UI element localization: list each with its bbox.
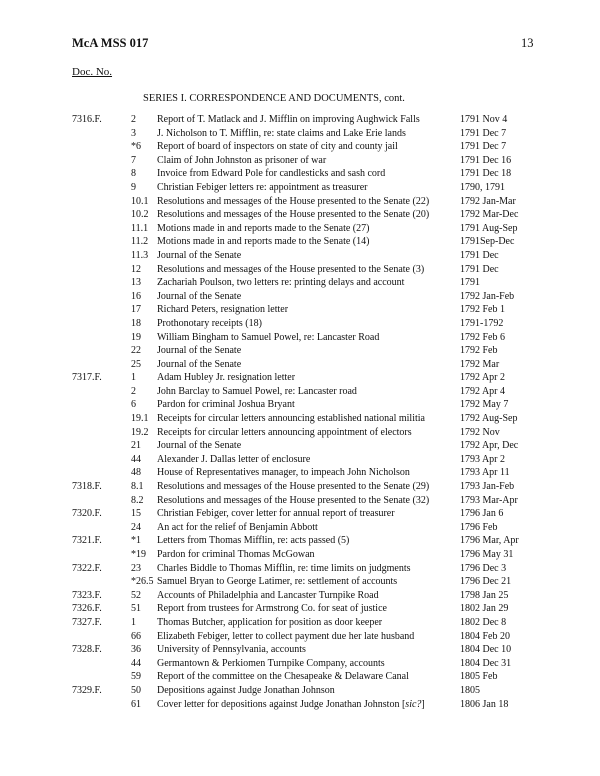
item-number: 66 xyxy=(131,630,141,642)
box-number: 7320.F. xyxy=(72,508,102,520)
list-item xyxy=(0,466,600,480)
item-date: 1792 Nov xyxy=(460,426,500,438)
item-number: 11.1 xyxy=(131,222,149,234)
item-date: 1806 Jan 18 xyxy=(460,698,509,710)
list-item xyxy=(0,616,600,630)
item-description: Resolutions and messages of the House presented to the Senate (20) xyxy=(157,209,430,221)
list-item xyxy=(0,127,600,141)
list-item xyxy=(0,290,600,304)
item-number: 3 xyxy=(131,127,136,139)
list-item xyxy=(0,521,600,535)
item-number: 8.2 xyxy=(131,494,144,506)
item-number: 11.2 xyxy=(131,236,149,248)
item-description: Claim of John Johnston as prisoner of war xyxy=(157,154,327,166)
item-number: 36 xyxy=(131,644,141,656)
item-description: Report of the committee on the Chesapeake & Delaware Canal xyxy=(157,671,409,683)
item-description: Prothonotary receipts (18) xyxy=(157,317,262,329)
item-description: Journal of the Senate xyxy=(157,345,242,357)
list-item xyxy=(0,208,600,222)
item-date: 1791 Dec xyxy=(460,263,499,275)
item-date: 1798 Jan 25 xyxy=(460,589,509,601)
box-number: 7318.F. xyxy=(72,481,102,493)
item-date: 1802 Dec 8 xyxy=(460,616,507,628)
list-item xyxy=(0,684,600,698)
item-number: 52 xyxy=(131,589,141,601)
item-number: 61 xyxy=(131,698,141,710)
item-description: Journal of the Senate xyxy=(157,249,242,261)
list-item xyxy=(0,385,600,399)
item-description: Journal of the Senate xyxy=(157,290,242,302)
list-item xyxy=(0,167,600,181)
item-date: 1792 Aug-Sep xyxy=(460,413,518,425)
item-number: 13 xyxy=(131,277,141,289)
item-description: Pardon for criminal Joshua Bryant xyxy=(157,399,295,411)
item-description: Report of board of inspectors on state of city and county jail xyxy=(157,141,398,153)
list-item xyxy=(0,398,600,412)
box-number: 7322.F. xyxy=(72,562,102,574)
item-description: Letters from Thomas Mifflin, re: acts passed (5) xyxy=(157,535,350,547)
box-number: 7326.F. xyxy=(72,603,102,615)
item-date: 1792 Mar-Dec xyxy=(460,209,519,221)
item-number: 16 xyxy=(131,290,141,302)
list-item xyxy=(0,181,600,195)
box-number: 7323.F. xyxy=(72,589,102,601)
list-item xyxy=(0,235,600,249)
item-number: 2 xyxy=(131,385,136,397)
list-item xyxy=(0,412,600,426)
item-description: Accounts of Philadelphia and Lancaster Turnpike Road xyxy=(157,589,379,601)
item-date: 1790, 1791 xyxy=(460,181,505,193)
item-number: 44 xyxy=(131,453,141,465)
list-item xyxy=(0,643,600,657)
item-number: 18 xyxy=(131,317,141,329)
item-description: William Bingham to Samuel Powel, re: Lancaster Road xyxy=(157,331,380,343)
item-number: 15 xyxy=(131,508,141,520)
list-item xyxy=(0,154,600,168)
list-item xyxy=(0,140,600,154)
item-description: Receipts for circular letters announcing appointment of electors xyxy=(157,426,412,438)
list-item xyxy=(0,195,600,209)
page-number: 13 xyxy=(521,36,534,50)
item-date: 1791 Dec 16 xyxy=(460,154,512,166)
list-item xyxy=(0,602,600,616)
item-date: 1792 Feb 1 xyxy=(460,304,505,316)
item-description: House of Representatives manager, to impeach John Nicholson xyxy=(157,467,410,479)
item-number: 8.1 xyxy=(131,481,144,493)
item-description: Journal of the Senate xyxy=(157,440,242,452)
item-date: 1796 Feb xyxy=(460,521,498,533)
list-item xyxy=(0,303,600,317)
list-item xyxy=(0,439,600,453)
item-number: *6 xyxy=(131,141,141,153)
item-date: 1804 Dec 10 xyxy=(460,644,512,656)
list-item xyxy=(0,575,600,589)
item-number: 10.1 xyxy=(131,195,149,207)
item-description: Resolutions and messages of the House presented to the Senate (22) xyxy=(157,195,430,207)
item-description: Resolutions and messages of the House presented to the Senate (32) xyxy=(157,494,430,506)
box-number: 7317.F. xyxy=(72,372,102,384)
item-number: 44 xyxy=(131,657,141,669)
item-date: 1796 May 31 xyxy=(460,549,514,560)
item-date: 1805 xyxy=(460,684,480,696)
item-number: 17 xyxy=(131,304,141,316)
item-number: 21 xyxy=(131,440,141,452)
box-number: 7316.F. xyxy=(72,114,102,125)
doc-no-label: Doc. No. xyxy=(72,66,113,78)
item-description: Zachariah Poulson, two letters re: printing delays and account xyxy=(157,277,405,289)
list-item xyxy=(0,371,600,385)
list-item xyxy=(0,249,600,263)
item-date: 1793 Mar-Apr xyxy=(460,494,518,506)
item-date: 1791 Dec 7 xyxy=(460,141,507,153)
item-number: 19.1 xyxy=(131,413,149,425)
item-description: University of Pennsylvania, accounts xyxy=(157,644,306,656)
item-date: 1793 Apr 11 xyxy=(460,467,510,479)
item-date: 1804 Feb 20 xyxy=(460,630,510,642)
item-description: Journal of the Senate xyxy=(157,358,242,370)
item-number: 23 xyxy=(131,562,141,574)
list-item xyxy=(0,344,600,358)
list-item xyxy=(0,263,600,277)
item-date: 1792 Apr 4 xyxy=(460,385,505,397)
item-description: Adam Hubley Jr. resignation letter xyxy=(157,372,296,384)
item-date: 1796 Dec 21 xyxy=(460,576,512,588)
item-number: 8 xyxy=(131,168,136,180)
item-description: Charles Biddle to Thomas Mifflin, re: time limits on judgments xyxy=(157,562,411,574)
list-item xyxy=(0,358,600,372)
item-date: 1792 Apr 2 xyxy=(460,372,505,384)
list-item xyxy=(0,562,600,576)
box-number: 7329.F. xyxy=(72,684,102,696)
item-number: *19 xyxy=(131,549,146,560)
list-item xyxy=(0,317,600,331)
item-description: Motions made in and reports made to the Senate (27) xyxy=(157,222,370,234)
item-date: 1793 Apr 2 xyxy=(460,453,505,465)
item-description: Invoice from Edward Pole for candlesticks and sash cord xyxy=(157,168,386,180)
item-description: Resolutions and messages of the House presented to the Senate (29) xyxy=(157,481,430,493)
list-item xyxy=(0,480,600,494)
item-date: 1805 Feb xyxy=(460,671,498,683)
item-date: 1796 Mar, Apr xyxy=(460,535,519,547)
item-number: 59 xyxy=(131,671,141,683)
item-date: 1792 Jan-Mar xyxy=(460,195,516,207)
list-item xyxy=(0,670,600,684)
item-number: 10.2 xyxy=(131,209,149,221)
list-item xyxy=(0,453,600,467)
item-number: 2 xyxy=(131,114,136,125)
list-item xyxy=(0,494,600,508)
item-date: 1792 Mar xyxy=(460,358,500,370)
item-date: 1791 Dec 18 xyxy=(460,168,512,180)
item-date: 1792 May 7 xyxy=(460,399,509,411)
item-description: Christian Febiger, cover letter for annual report of treasurer xyxy=(157,508,395,520)
box-number: 7327.F. xyxy=(72,616,102,628)
collection-title: McA MSS 017 xyxy=(72,36,149,50)
list-item xyxy=(0,657,600,671)
item-date: 1792 Apr, Dec xyxy=(460,440,519,452)
list-item xyxy=(0,331,600,345)
list-item xyxy=(0,276,600,290)
item-description: Richard Peters, resignation letter xyxy=(157,304,289,316)
item-date: 1791 Dec xyxy=(460,249,499,261)
item-description: Report from trustees for Armstrong Co. for seat of justice xyxy=(157,603,387,615)
item-number: 19 xyxy=(131,331,141,343)
item-number: 51 xyxy=(131,603,141,615)
item-date: 1792 Feb 6 xyxy=(460,331,505,343)
item-description: Elizabeth Febiger, letter to collect payment due her late husband xyxy=(157,630,415,642)
item-description: Report of T. Matlack and J. Mifflin on improving Aughwick Falls xyxy=(157,114,420,125)
item-date: 1793 Jan-Feb xyxy=(460,481,515,493)
item-description: Motions made in and reports made to the Senate (14) xyxy=(157,236,370,248)
item-date: 1791 xyxy=(460,277,480,289)
list-item xyxy=(0,534,600,548)
item-date: 1802 Jan 29 xyxy=(460,603,509,615)
list-item xyxy=(0,548,600,562)
list-item xyxy=(0,630,600,644)
item-date: 1791 Aug-Sep xyxy=(460,222,518,234)
item-description: J. Nicholson to T. Mifflin, re: state claims and Lake Erie lands xyxy=(157,127,406,139)
item-description: Depositions against Judge Jonathan Johnson xyxy=(157,684,335,696)
item-description: Resolutions and messages of the House presented to the Senate (3) xyxy=(157,263,425,275)
list-item xyxy=(0,507,600,521)
item-number: 6 xyxy=(131,399,136,411)
item-date: 1792 Feb xyxy=(460,345,498,357)
item-date: 1791 Dec 7 xyxy=(460,127,507,139)
item-description: Germantown & Perkiomen Turnpike Company, accounts xyxy=(157,657,385,669)
series-title: SERIES I. CORRESPONDENCE AND DOCUMENTS, cont. xyxy=(143,93,405,104)
list-item xyxy=(0,113,600,127)
list-item xyxy=(0,589,600,603)
item-number: 25 xyxy=(131,358,141,370)
item-date: 1796 Jan 6 xyxy=(460,508,504,520)
item-description: John Barclay to Samuel Powel, re: Lancaster road xyxy=(157,385,357,397)
item-description: Receipts for circular letters announcing established national militia xyxy=(157,413,425,425)
item-number: *1 xyxy=(131,535,141,547)
item-number: *26.5 xyxy=(131,576,154,588)
item-number: 22 xyxy=(131,345,141,357)
item-date: 1791Sep-Dec xyxy=(460,236,515,248)
list-item xyxy=(0,426,600,440)
item-number: 9 xyxy=(131,181,136,193)
list-item xyxy=(0,698,600,712)
document-list xyxy=(0,113,600,711)
item-description: Thomas Butcher, application for position as door keeper xyxy=(157,616,383,628)
item-number: 11.3 xyxy=(131,249,149,261)
box-number: 7328.F. xyxy=(72,644,102,656)
item-date: 1804 Dec 31 xyxy=(460,657,512,669)
item-description: Cover letter for depositions against Judge Jonathan Johnston [sic?] xyxy=(157,698,425,710)
item-number: 19.2 xyxy=(131,426,149,438)
item-number: 24 xyxy=(131,521,141,533)
item-date: 1796 Dec 3 xyxy=(460,562,507,574)
item-number: 7 xyxy=(131,154,136,166)
item-number: 12 xyxy=(131,263,141,275)
item-date: 1791 Nov 4 xyxy=(460,114,508,125)
box-number: 7321.F. xyxy=(72,535,102,547)
item-number: 1 xyxy=(131,616,136,628)
item-description: Alexander J. Dallas letter of enclosure xyxy=(157,453,311,465)
item-date: 1791-1792 xyxy=(460,317,504,329)
item-description: Pardon for criminal Thomas McGowan xyxy=(157,549,315,560)
item-description: Christian Febiger letters re: appointment as treasurer xyxy=(157,181,368,193)
item-description: An act for the relief of Benjamin Abbott xyxy=(157,521,318,533)
list-item xyxy=(0,222,600,236)
item-number: 50 xyxy=(131,684,141,696)
item-description: Samuel Bryan to George Latimer, re: settlement of accounts xyxy=(157,576,398,588)
item-number: 1 xyxy=(131,372,136,384)
item-number: 48 xyxy=(131,467,141,479)
item-date: 1792 Jan-Feb xyxy=(460,290,515,302)
